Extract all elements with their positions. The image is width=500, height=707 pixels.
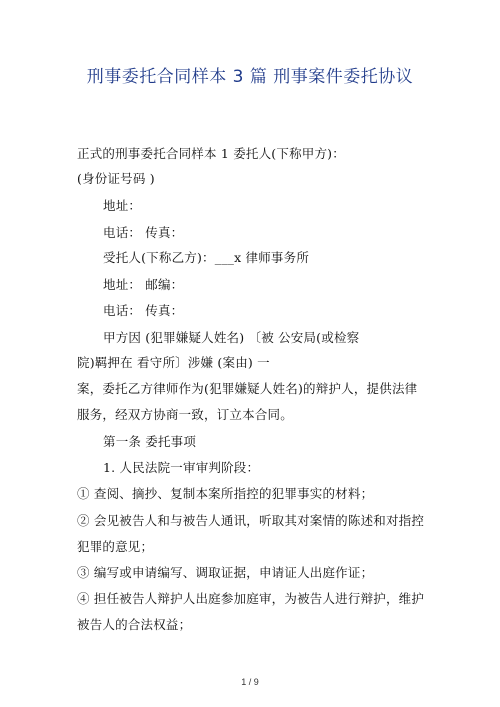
page-number: 1 / 9 xyxy=(241,677,259,687)
text-line-12: 第一条 委托事项 xyxy=(103,434,197,449)
text-line-2: (身份证号码 ) xyxy=(77,171,155,186)
text-line-3: 地址： xyxy=(103,198,142,213)
document-title: 刑事委托合同样本 3 篇 刑事案件委托协议 xyxy=(86,67,414,87)
text-line-4: 电话： 传真： xyxy=(103,225,184,240)
text-line-19: 被告人的合法权益； xyxy=(77,617,192,632)
text-line-11: 服务，经双方协商一致，订立本合同。 xyxy=(77,407,293,422)
text-line-15: ② 会见被告人和与被告人通讯，听取其对案情的陈述和对指控 xyxy=(77,513,425,528)
text-line-16: 犯罪的意见； xyxy=(77,539,154,554)
text-line-6: 地址： 邮编： xyxy=(103,277,184,292)
text-line-18: ④ 担任被告人辩护人出庭参加庭审，为被告人进行辩护，维护 xyxy=(77,591,425,606)
text-line-1: 正式的刑事委托合同样本 1 委托人(下称甲方)： xyxy=(77,146,345,161)
text-line-5: 受托人(下称乙方)：___x 律师事务所 xyxy=(103,250,310,265)
text-line-14: ① 查阅、摘抄、复制本案所指控的犯罪事实的材料； xyxy=(77,486,374,501)
text-line-9: 院)羁押在 看守所〕涉嫌 (案由) 一 xyxy=(77,355,270,370)
text-line-17: ③ 编写或申请编写、调取证据，申请证人出庭作证； xyxy=(77,565,374,580)
text-line-8: 甲方因 (犯罪嫌疑人姓名) 〔被 公安局(或检察 xyxy=(103,330,360,345)
text-line-7: 电话： 传真： xyxy=(103,303,184,318)
text-line-10: 案，委托乙方律师作为(犯罪嫌疑人姓名)的辩护人，提供法律 xyxy=(77,381,418,396)
text-line-13: 1. 人民法院一审审判阶段： xyxy=(103,460,260,475)
